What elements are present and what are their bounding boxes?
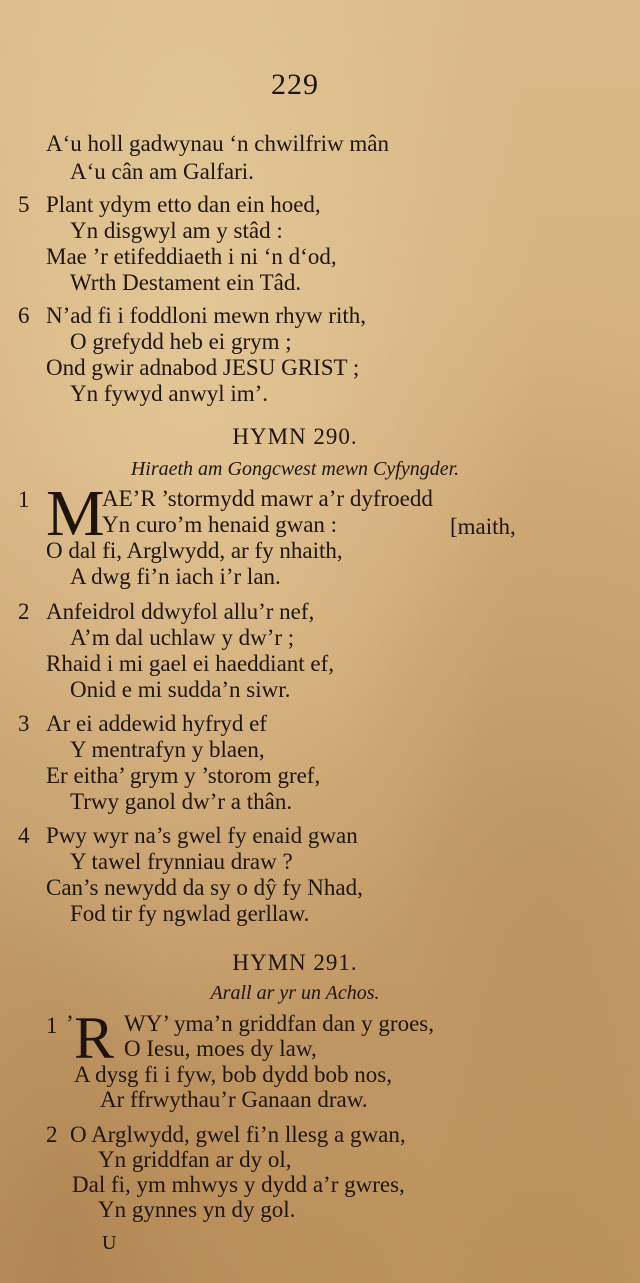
hymn-291-verse-2-line-4: Yn gynnes yn dy gol.: [98, 1197, 296, 1222]
hymn-290-verse-number-3: 3: [18, 711, 30, 736]
verse-6-line-4: Yn fywyd anwyl im’.: [70, 381, 269, 406]
verse-5-line-1: Plant ydym etto dan ein hoed,: [46, 192, 321, 217]
hymn-290-drop-cap: M: [46, 477, 105, 550]
hymn-290-heading: HYMN 290.: [232, 424, 358, 449]
hymn-290-verse-3-line-4: Trwy ganol dw’r a thân.: [70, 789, 293, 814]
continuation-line-1: A‘u holl gadwynau ‘n chwilfriw mân: [46, 131, 390, 156]
hymn-290-verse-1-line-2: Yn curo’m henaid gwan :: [102, 512, 338, 537]
hymn-290-verse-number-4: 4: [18, 823, 30, 848]
verse-5-line-4: Wrth Destament ein Tâd.: [70, 270, 302, 295]
hymn-290-verse-1-turnover: [maith,: [450, 514, 516, 539]
hymn-290-verse-1-line-1: AE’R ’stormydd mawr a’r dyfroedd: [102, 486, 433, 511]
hymn-290-verse-number-1: 1: [18, 487, 30, 512]
hymn-291-verse-1-line-3: A dysg fi i fyw, bob dydd bob nos,: [74, 1062, 392, 1087]
verse-6-line-1: N’ad fi i foddloni mewn rhyw rith,: [46, 303, 367, 328]
hymn-291-subtitle: Arall ar yr un Achos.: [210, 982, 380, 1004]
hymn-290-subtitle: Hiraeth am Gongcwest mewn Cyfyngder.: [130, 458, 460, 480]
hymn-291-drop-cap: R: [74, 1005, 115, 1071]
hymn-290-verse-4-line-1: Pwy wyr na’s gwel fy enaid gwan: [46, 823, 358, 848]
hymn-291-verse-1-line-1: WY’ yma’n griddfan dan y groes,: [124, 1011, 434, 1036]
hymn-291-verse-number-2: 2: [46, 1122, 58, 1147]
hymn-290-verse-1-line-3: O dal fi, Arglwydd, ar fy nhaith,: [46, 538, 343, 563]
hymn-290-verse-4-line-3: Can’s newydd da sy o dŷ fy Nhad,: [46, 875, 363, 900]
hymn-291-verse-2-line-2: Yn griddfan ar dy ol,: [98, 1147, 292, 1172]
hymn-291-verse-number-1: 1: [46, 1013, 58, 1038]
continuation-line-2: A‘u cân am Galfari.: [70, 159, 254, 184]
hymn-290-verse-2-line-4: Onid e mi sudda’n siwr.: [70, 677, 291, 702]
hymn-290-verse-2-line-3: Rhaid i mi gael ei haeddiant ef,: [46, 651, 335, 676]
hymn-290-verse-2-line-2: A’m dal uchlaw y dw’r ;: [70, 625, 295, 650]
verse-6-line-2: O grefydd heb ei grym ;: [70, 329, 292, 354]
hymn-291-verse-2-line-3: Dal fi, ym mhwys y dydd a’r gwres,: [72, 1172, 405, 1197]
hymn-291-heading: HYMN 291.: [232, 950, 358, 975]
hymn-290-verse-3-line-2: Y mentrafyn y blaen,: [70, 737, 265, 762]
hymn-291-verse-1-line-2: O Iesu, moes dy law,: [124, 1036, 317, 1061]
hymn-290-verse-4-line-4: Fod tir fy ngwlad gerllaw.: [70, 901, 310, 926]
verse-number-5: 5: [18, 192, 30, 217]
hymn-290-verse-number-2: 2: [18, 599, 30, 624]
hymn-291-verse-1-prefix: ’: [66, 1011, 74, 1036]
hymn-291-verse-2-line-1: O Arglwydd, gwel fi’n llesg a gwan,: [70, 1122, 406, 1147]
verse-6-line-3: Ond gwir adnabod JESU GRIST ;: [46, 355, 360, 380]
signature-mark: U: [102, 1232, 117, 1254]
hymn-290-verse-2-line-1: Anfeidrol ddwyfol allu’r nef,: [46, 599, 315, 624]
hymn-290-verse-3-line-1: Ar ei addewid hyfryd ef: [46, 711, 267, 736]
page-number: 229: [271, 68, 319, 101]
hymn-290-verse-1-line-4: A dwg fi’n iach i’r lan.: [70, 564, 281, 589]
verse-5-line-3: Mae ’r etifeddiaeth i ni ‘n d‘od,: [46, 244, 337, 269]
hymn-291-verse-1-line-4: Ar ffrwythau’r Ganaan draw.: [100, 1087, 368, 1112]
verse-5-line-2: Yn disgwyl am y stâd :: [70, 218, 283, 243]
hymn-290-verse-3-line-3: Er eitha’ grym y ’storom gref,: [46, 763, 321, 788]
hymn-290-verse-4-line-2: Y tawel frynniau draw ?: [70, 849, 293, 874]
verse-number-6: 6: [18, 303, 30, 328]
